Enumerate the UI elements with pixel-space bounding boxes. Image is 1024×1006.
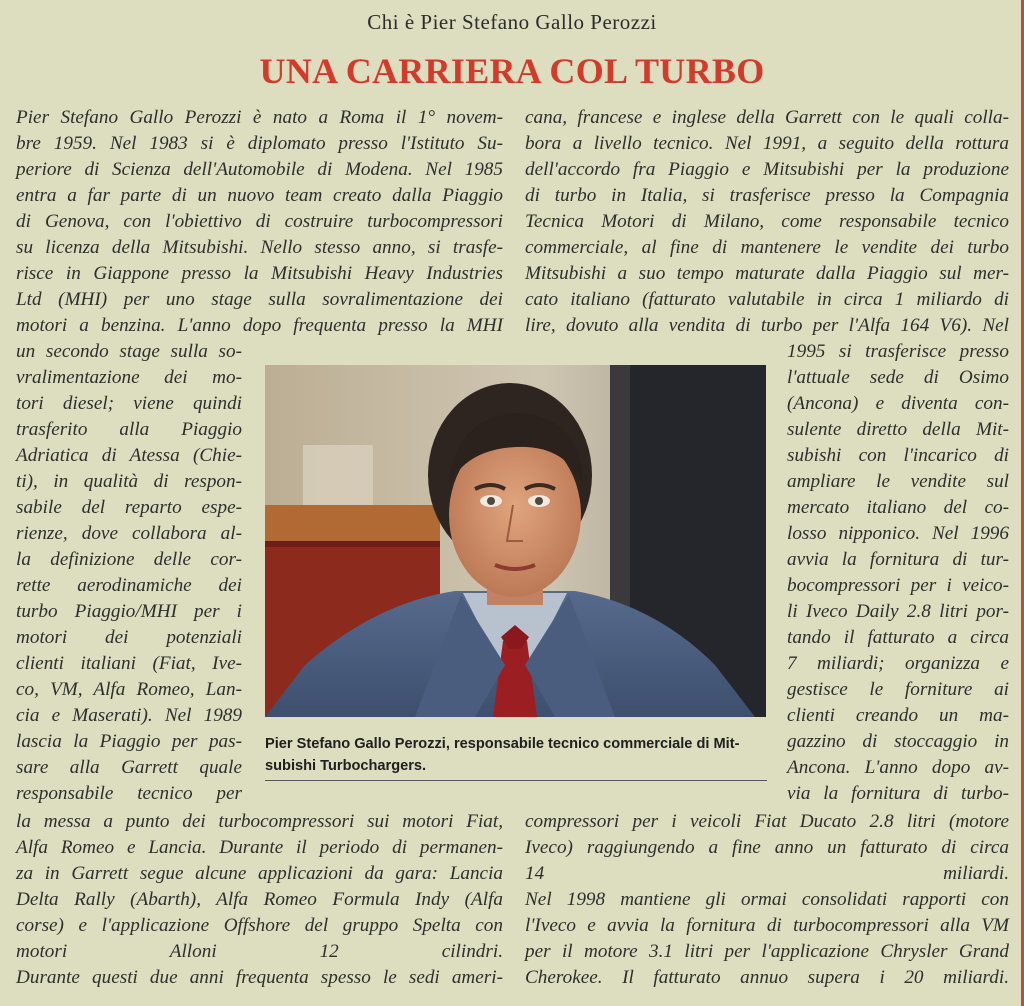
caption-line: Pier Stefano Gallo Perozzi, responsabile tecnico commerciale di Mit- [265, 736, 740, 752]
text-line: Ltd (MHI) per uno stage sulla sovralimentazione dei [16, 289, 503, 310]
text-line: la messa a punto dei turbocompressori sui motori Fiat, [16, 811, 503, 832]
text-line: l'Iveco e avvia la fornitura di turbocompressori alla VM [525, 915, 1009, 936]
text-line: Mitsubishi a suo tempo maturate dalla Piaggio sul mer- [525, 263, 1009, 284]
portrait-illustration [265, 365, 766, 717]
text-line: sabile del reparto espe- [16, 497, 242, 518]
text-line: ampliare le vendite sul [787, 471, 1009, 492]
text-line: rette aerodinamiche dei [16, 575, 242, 596]
portrait-photo [265, 365, 766, 717]
text-line: turbo Piaggio/MHI per i [16, 601, 242, 622]
text-line: Iveco) raggiungendo a fine anno un fatturato di circa [525, 837, 1009, 858]
text-line: (Ancona) e diventa con- [787, 393, 1009, 414]
text-line: Durante questi due anni frequenta spesso le sedi ameri- [16, 967, 503, 988]
text-line: motori a benzina. L'anno dopo frequenta presso la MHI [16, 315, 503, 336]
text-line: lire, dovuto alla vendita di turbo per l'Alfa 164 V6). Nel [525, 315, 1009, 336]
text-line: clienti italiani (Fiat, Ive- [16, 653, 242, 674]
text-line: co, VM, Alfa Romeo, Lan- [16, 679, 242, 700]
text-line: cia e Maserati). Nel 1989 [16, 705, 242, 726]
text-line: sare alla Garrett quale [16, 757, 242, 778]
text-line: 1995 si trasferisce presso [787, 341, 1009, 362]
article-kicker: Chi è Pier Stefano Gallo Perozzi [367, 10, 657, 34]
text-line: bre 1959. Nel 1983 si è diplomato presso l'Istituto Su- [16, 133, 503, 154]
text-line: gestisce le forniture ai [787, 679, 1009, 700]
text-line: clienti creando un ma- [787, 705, 1009, 726]
text-line: 7 miliardi; organizza e [787, 653, 1009, 674]
text-line: un secondo stage sulla so- [16, 341, 242, 362]
text-line: bocompressori per i veico- [787, 575, 1009, 596]
text-line: motori dei potenziali [16, 627, 242, 648]
text-line: Tecnica Motori di Milano, come responsabile tecnico [525, 211, 1009, 232]
text-line: motori Alloni 12 cilindri. [16, 941, 503, 962]
text-line: Cherokee. Il fatturato annuo supera i 20 miliardi. [525, 967, 1009, 988]
text-line: li Iveco Daily 2.8 litri por- [787, 601, 1009, 622]
text-line: tori diesel; viene quindi [16, 393, 242, 414]
text-line: lascia la Piaggio per pas- [16, 731, 242, 752]
text-line: risce in Giappone presso la Mitsubishi Heavy Industries [16, 263, 503, 284]
text-line: via la fornitura di turbo- [787, 783, 1009, 804]
text-line: cato italiano (fatturato valutabile in circa 1 miliardo di [525, 289, 1009, 310]
text-line: di turbo in Italia, si trasferisce presso la Compagnia [525, 185, 1009, 206]
text-line: Nel 1998 mantiene gli ormai consolidati rapporti con [525, 889, 1009, 910]
text-line: rienze, dove collabora al- [16, 523, 242, 544]
text-line: gazzino di stoccaggio in [787, 731, 1009, 752]
text-line: corse) e l'applicazione Offshore del gruppo Spelta con [16, 915, 503, 936]
text-line: bora a livello tecnico. Nel 1991, a seguito della rottura [525, 133, 1009, 154]
text-line: avvia la fornitura di tur- [787, 549, 1009, 570]
text-line: la definizione delle cor- [16, 549, 242, 570]
text-line: responsabile tecnico per [16, 783, 242, 804]
caption-divider [265, 780, 767, 781]
text-line: Alfa Romeo e Lancia. Durante il periodo di permanen- [16, 837, 503, 858]
text-line: compressori per i veicoli Fiat Ducato 2.8 litri (motore [525, 811, 1009, 832]
text-line: l'attuale sede di Osimo [787, 367, 1009, 388]
text-line: trasferito alla Piaggio [16, 419, 242, 440]
text-line: su licenza della Mitsubishi. Nello stesso anno, si trasfe- [16, 237, 503, 258]
text-line: mercato italiano del co- [787, 497, 1009, 518]
text-line: vralimentazione dei mo- [16, 367, 242, 388]
text-line: Ancona. L'anno dopo av- [787, 757, 1009, 778]
text-line: per il motore 3.1 litri per l'applicazione Chrysler Grand [525, 941, 1009, 962]
caption-line: subishi Turbochargers. [265, 758, 427, 774]
text-line: za in Garrett segue alcune applicazioni da gara: Lancia [16, 863, 503, 884]
text-line: subishi con l'incarico di [787, 445, 1009, 466]
text-line: Pier Stefano Gallo Perozzi è nato a Roma il 1° novem- [16, 107, 503, 128]
text-line: periore di Scienza dell'Automobile di Modena. Nel 1985 [16, 159, 503, 180]
text-line: dell'accordo fra Piaggio e Mitsubishi per la produzione [525, 159, 1009, 180]
photo-caption [265, 733, 767, 777]
text-line: tando il fatturato a circa [787, 627, 1009, 648]
text-line: 14 miliardi. [525, 863, 1009, 884]
text-line: di Genova, con l'obiettivo di costruire turbocompressori [16, 211, 503, 232]
text-line: sulente diretto della Mit- [787, 419, 1009, 440]
text-line: Adriatica di Atessa (Chie- [16, 445, 242, 466]
text-line: ti), in qualità di respon- [16, 471, 242, 492]
text-line: Delta Rally (Abarth), Alfa Romeo Formula Indy (Alfa [16, 889, 503, 910]
text-line: losso nipponico. Nel 1996 [787, 523, 1009, 544]
article-headline: UNA CARRIERA COL TURBO [259, 51, 765, 91]
text-line: commerciale, al fine di mantenere le vendite dei turbo [525, 237, 1009, 258]
text-line: entra a far parte di un nuovo team creato dalla Piaggio [16, 185, 503, 206]
text-line: cana, francese e inglese della Garrett con le quali colla- [525, 107, 1009, 128]
